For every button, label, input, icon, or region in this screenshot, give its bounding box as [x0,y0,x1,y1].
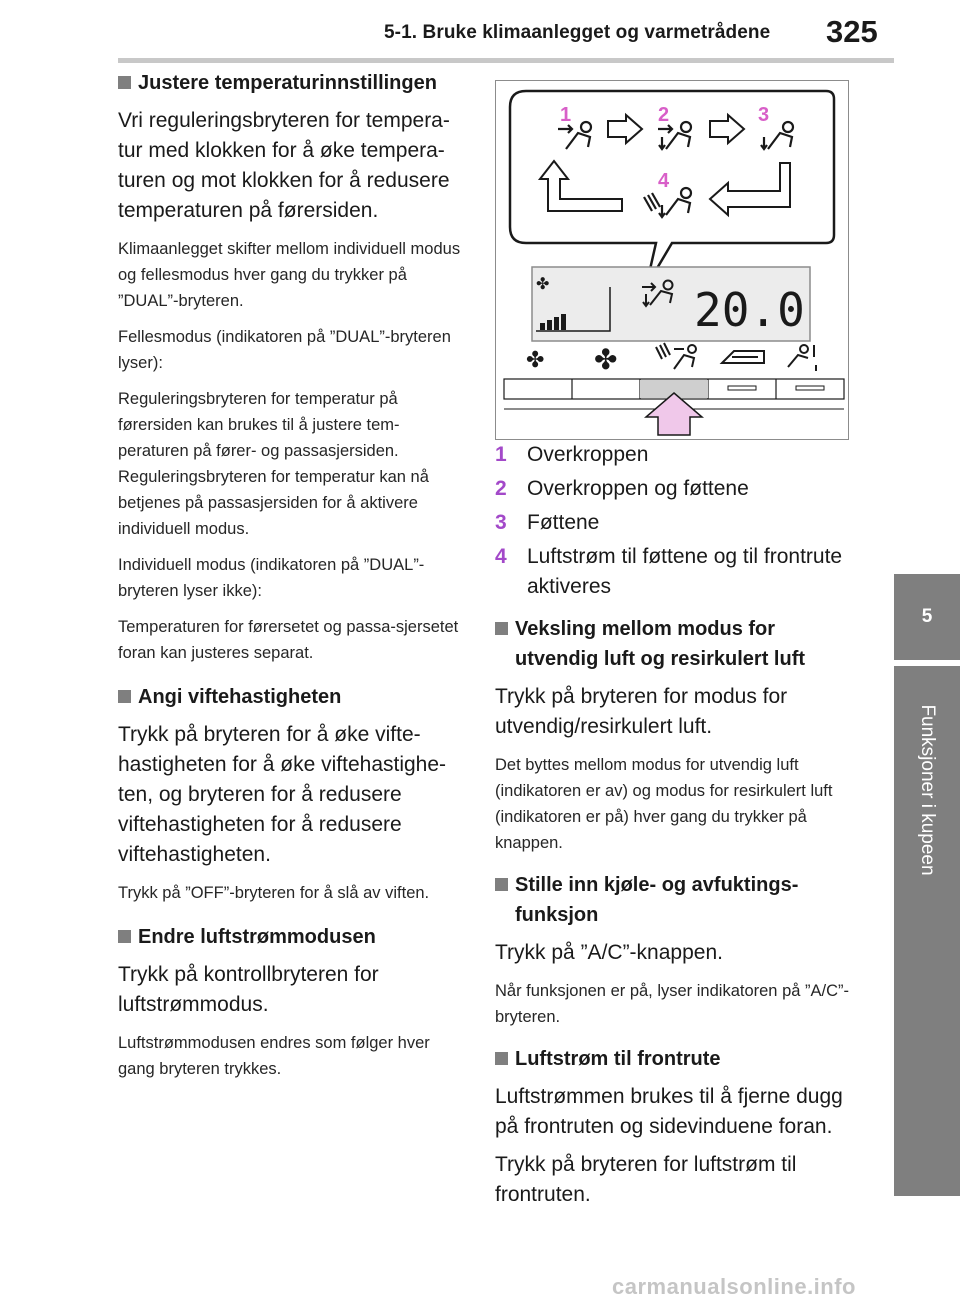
recirculation-icon [722,351,764,363]
mode-number: 2 [658,104,670,126]
paragraph: Når funksjonen er på, lyser indikatoren på ”A/C”-bryteren. [495,982,849,1026]
heading-recirculation: Veksling mellom modus for utvendig luft og resirkulert luft [495,614,855,674]
page-number: 325 [826,14,878,49]
legend-item [495,440,855,470]
mode-number: 1 [560,104,572,126]
paragraph: Trykk på bryteren for luftstrøm til frontruten. [495,1153,797,1206]
airflow-mode-illustration [495,80,849,440]
paragraph: Temperaturen for førersetet og passa-sjersetet foran kan justeres separat. [118,618,459,662]
heading-fan-speed: Angi viftehastigheten [118,682,468,712]
heading-windshield-airflow: Luftstrøm til frontrute [495,1044,855,1074]
fan-up-icon: ✤ [594,343,618,376]
chapter-number-tab[interactable]: 5 [894,574,960,660]
paragraph: Trykk på ”OFF”-bryteren for å slå av viften. [118,884,430,902]
legend-number: 4 [495,545,507,568]
paragraph: Klimaanlegget skifter mellom individuell modus og fellesmodus hver gang du trykker på ”DUAL”-bryteren. [118,240,461,310]
temperature-display: 20.0 [694,283,805,337]
foot-defog-icon [788,345,816,371]
fan-icon: ✤ [536,274,550,293]
left-column [118,68,468,1082]
chapter-label: Funksjoner i kupeen [917,704,938,876]
fan-level-bar [540,323,545,330]
legend-text: Overkroppen [527,443,649,466]
watermark: carmanualsonline.info [612,1274,856,1299]
paragraph: Trykk på ”A/C”-knappen. [495,941,723,964]
right-column [495,440,855,1210]
header-divider [118,58,894,63]
fan-level-bar [554,317,559,330]
legend-text: Overkroppen og føttene [527,477,749,500]
paragraph: Reguleringsbryteren for temperatur på førersiden kan brukes til å justere tem-peraturen på fører- og passasjersiden. Reguleringsbryteren for temperatur kan nå betjenes på passasjersiden for å aktivere individuell modus. [118,390,429,538]
heading-airflow-mode: Endre luftstrømmodusen [118,922,468,952]
paragraph: Individuell modus (indikatoren på ”DUAL”-bryteren lyser ikke): [118,556,425,600]
legend-item [495,474,855,504]
legend-text: Luftstrøm til føttene og til frontrute aktiveres [527,545,843,598]
legend-item [495,508,855,538]
legend-number: 1 [495,443,507,466]
fan-down-icon: ✤ [526,348,545,373]
paragraph: Luftstrømmodusen endres som følger hver gang bryteren trykkes. [118,1034,430,1078]
paragraph: Trykk på kontrollbryteren for luftstrømmodus. [118,963,379,1016]
paragraph: Luftstrømmen brukes til å fjerne dugg på frontruten og sidevinduene foran. [495,1085,843,1138]
paragraph: Fellesmodus (indikatoren på ”DUAL”-bryteren lyser): [118,328,451,372]
paragraph: Vri reguleringsbryteren for tempera-tur med klokken for å øke tempera-turen og mot klokken for å redusere temperaturen på førersiden. [118,109,450,222]
fan-level-bar [561,314,566,330]
section-title: 5-1. Bruke klimaanlegget og varmetrådene [384,22,771,43]
mode-number: 3 [758,104,770,126]
fan-level-bar [547,320,552,330]
legend-number: 2 [495,477,507,500]
legend-number: 3 [495,511,507,534]
paragraph: Det byttes mellom modus for utvendig luft (indikatoren er av) og modus for resirkulert luft (indikatoren er på) hver gang du trykker på knappen. [495,756,833,852]
mode-number: 4 [658,170,670,192]
legend-item [495,542,855,602]
paragraph: Trykk på bryteren for å øke vifte-hastigheten for å øke viftehastighe-ten, og bryteren for å redusere viftehastigheten for å redusere viftehastigheten. [118,723,447,866]
heading-temperature: Justere temperaturinnstillingen [118,68,468,98]
climate-panel-diagram [496,81,848,439]
legend-text: Føttene [527,511,600,534]
heading-cooling-dehumidify: Stille inn kjøle- og avfuktings-funksjon [495,870,855,930]
airflow-mode-button-icon [656,343,696,369]
paragraph: Trykk på bryteren for modus for utvendig/resirkulert luft. [495,685,788,738]
mode-legend [495,440,855,602]
